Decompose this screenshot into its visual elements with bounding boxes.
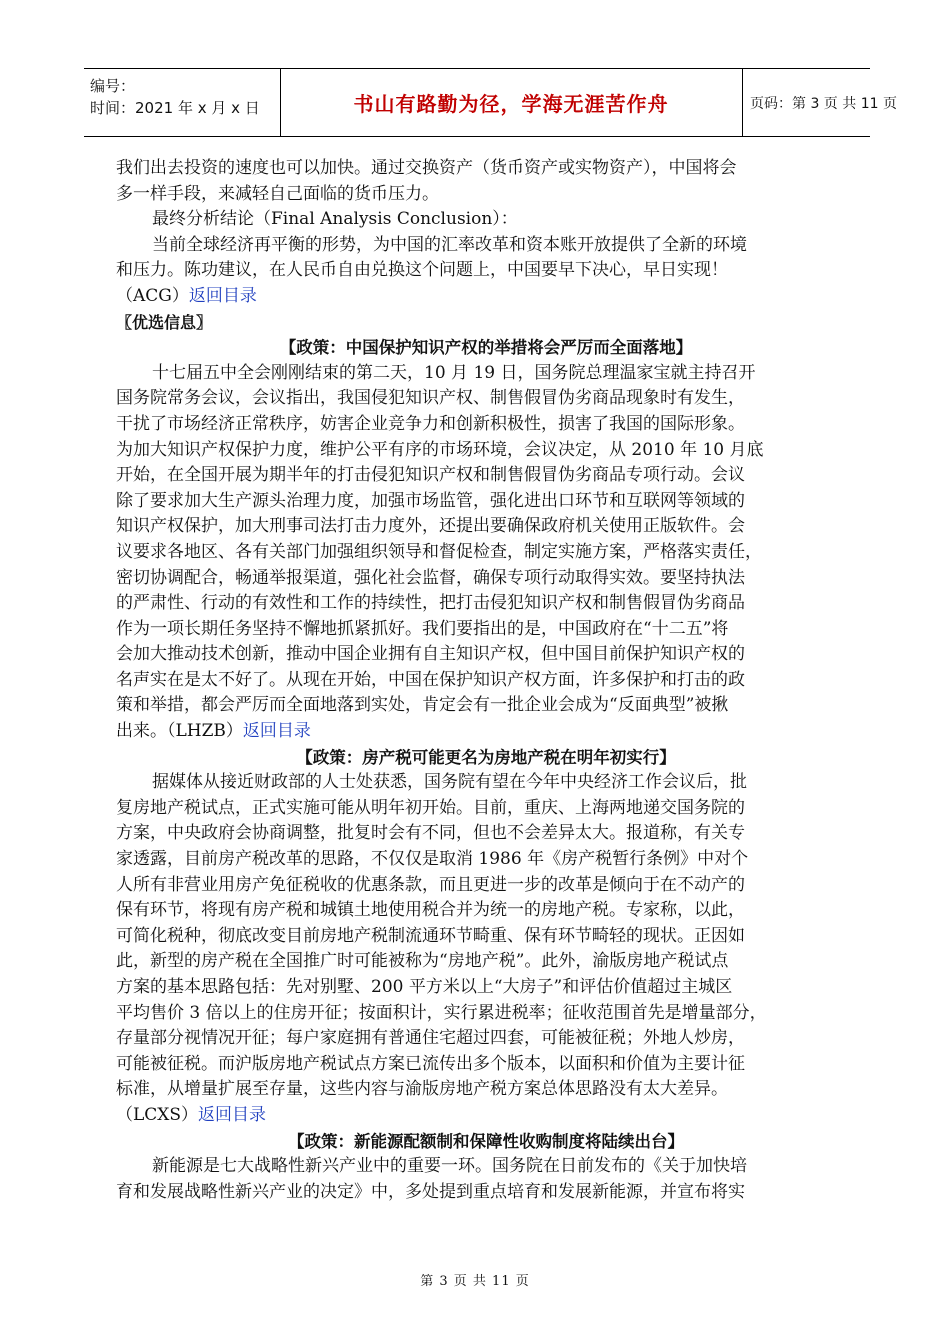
intro-line: 多一样手段，来减轻自己面临的货币压力。: [116, 183, 439, 204]
article-line: 策和举措，都会严厉而全面地落到实处，肯定会有一批企业会成为“反面典型”被揪: [116, 695, 729, 716]
article-line: 复房地产税试点，正式实施可能从明年初开始。目前，重庆、上海两地递交国务院的: [116, 797, 745, 818]
source-tag: 出来。（LHZB）: [116, 721, 243, 742]
article-line: 家透露，目前房产税改革的思路，不仅仅是取消 1986 年《房产税暂行条例》中对个: [116, 849, 749, 870]
conclusion-line: 和压力。陈功建议，在人民币自由兑换这个问题上，中国要早下决心，早日实现！: [116, 260, 728, 281]
article-line: 议要求各地区、各有关部门加强组织领导和督促检查，制定实施方案，严格落实责任，: [116, 541, 762, 562]
article-line: 人所有非营业用房产免征税收的优惠条款，而且更进一步的改革是倾向于在不动产的: [116, 874, 745, 895]
conclusion-title: 最终分析结论（Final Analysis Conclusion）：: [152, 209, 518, 230]
article-line: 方案，中央政府会协商调整，批复时会有不同，但也不会差异太大。报道称，有关专: [116, 823, 745, 844]
document-number-label: 编号：: [90, 77, 136, 95]
page-footer: 第 3 页 共 11 页: [420, 1274, 530, 1289]
document-date-label: 时间：2021 年 x 月 x 日: [90, 99, 260, 117]
article-line: 为加大知识产权保护力度，维护公平有序的市场环境，会议决定，从 2010 年 10 月底: [116, 439, 764, 460]
article-title: 【政策：新能源配额制和保障性收购制度将陆续出台】: [288, 1131, 684, 1151]
article-line: 开始，在全国开展为期半年的打击侵犯知识产权和制售假冒伪劣商品专项行动。会议: [116, 465, 745, 486]
article-last-line: [116, 1103, 856, 1129]
intro-line: 我们出去投资的速度也可以加快。通过交换资产（货币资产或实物资产），中国将会: [116, 158, 737, 178]
article-title: 【政策：中国保护知识产权的举措将会严厉而全面落地】: [279, 338, 693, 358]
article-line: 平均售价 3 倍以上的住房开征；按面积计，实行累进税率；征收范围首先是增量部分，: [116, 1002, 767, 1023]
article-line: 此，新型的房产税在全国推广时可能被称为“房地产税”。此外，渝版房地产税试点: [116, 951, 729, 972]
section-tag: 〖优选信息〗: [116, 312, 213, 332]
article-line: 密切协调配合，畅通举报渠道，强化社会监督，确保专项行动取得实效。要坚持执法: [116, 567, 745, 588]
document-body: [116, 156, 856, 1205]
page-header: [84, 68, 897, 137]
article-line: 存量部分视情况开征；每户家庭拥有普通住宅超过四套，可能被征税；外地人炒房，: [116, 1028, 745, 1049]
header-motto-cell: [280, 69, 743, 136]
back-to-toc-link[interactable]: 返回目录: [198, 1104, 267, 1125]
article-line: 十七届五中全会刚刚结束的第二天，10 月 19 日，国务院总理温家宝就主持召开: [152, 362, 756, 383]
header-motto: 书山有路勤为径，学海无涯苦作舟: [353, 92, 669, 116]
article-line: 知识产权保护，加大刑事司法打击力度外，还提出要确保政府机关使用正版软件。会: [116, 516, 745, 537]
back-to-toc-link[interactable]: 返回目录: [242, 721, 311, 742]
article-line: 新能源是七大战略性新兴产业中的重要一环。国务院在日前发布的《关于加快培: [152, 1156, 747, 1177]
article-line: 除了要求加大生产源头治理力度，加强市场监管，强化进出口环节和互联网等领域的: [116, 490, 745, 511]
article-title: 【政策：房产税可能更名为房地产税在明年初实行】: [296, 747, 676, 767]
article-line: 可能被征税。而沪版房地产税试点方案已流传出多个版本，以面积和价值为主要计征: [116, 1053, 745, 1074]
source-tag: （LCXS）: [116, 1104, 199, 1125]
header-left-cell: [84, 69, 281, 136]
header-page-number: 页码：第 3 页 共 11 页: [750, 95, 897, 112]
conclusion-line: 当前全球经济再平衡的形势，为中国的汇率改革和资本账开放提供了全新的环境: [152, 234, 747, 255]
article-line: 名声实在是太不好了。从现在开始，中国在保护知识产权方面，许多保护和打击的政: [116, 669, 745, 690]
article-line: 保有环节，将现有房产税和城镇土地使用税合并为统一的房地产税。专家称，以此，: [116, 900, 745, 921]
back-to-toc-link[interactable]: 返回目录: [188, 285, 257, 306]
source-tag: （ACG）: [116, 285, 189, 306]
article-line: 国务院常务会议，会议指出，我国侵犯知识产权、制售假冒伪劣商品现象时有发生，: [116, 388, 745, 409]
article-line: 可简化税种，彻底改变目前房地产税制流通环节畸重、保有环节畸轻的现状。正因如: [116, 925, 745, 946]
article-last-line: [116, 719, 856, 745]
article-line: 会加大推动技术创新，推动中国企业拥有自主知识产权，但中国目前保护知识产权的: [116, 644, 745, 665]
article-line: 作为一项长期任务坚持不懈地抓紧抓好。我们要指出的是，中国政府在“十二五”将: [116, 618, 729, 639]
header-right-cell: [742, 69, 897, 136]
article-line: 方案的基本思路包括：先对别墅、200 平方米以上“大房子”和评估价值超过主城区: [116, 977, 733, 997]
article-line: 育和发展战略性新兴产业的决定》中，多处提到重点培育和发展新能源，并宣布将实: [116, 1181, 745, 1202]
article-line: 据媒体从接近财政部的人士处获悉，国务院有望在今年中央经济工作会议后，批: [152, 772, 747, 793]
article-line: 标准，从增量扩展至存量，这些内容与渝版房地产税方案总体思路没有太大差异。: [116, 1079, 728, 1100]
intro-source-line: [116, 284, 856, 310]
article-line: 干扰了市场经济正常秩序，妨害企业竞争力和创新积极性，损害了我国的国际形象。: [116, 413, 745, 434]
article-line: 的严肃性、行动的有效性和工作的持续性，把打击侵犯知识产权和制售假冒伪劣商品: [116, 593, 745, 614]
